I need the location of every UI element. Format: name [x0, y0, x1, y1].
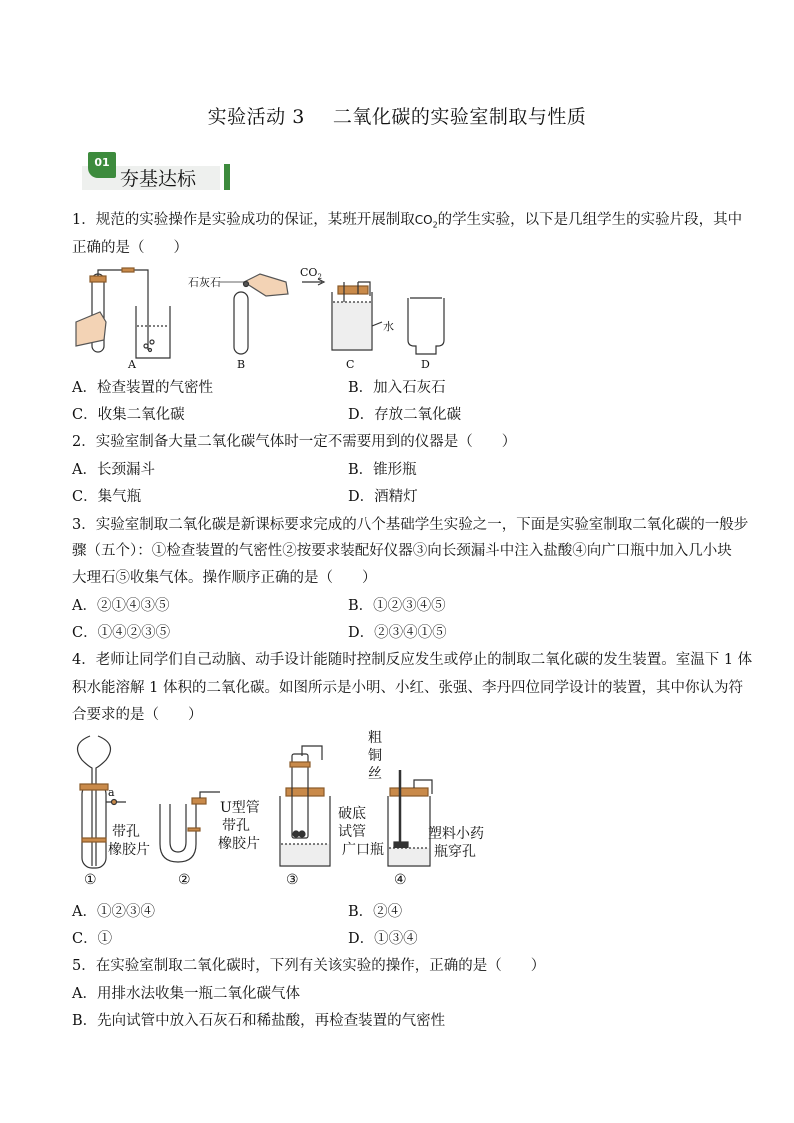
q3-stem-line2: 骤（五个）：①检查装置的气密性②按要求装配好仪器③向长颈漏斗中注入盐酸④向广口瓶中加入几小块 — [72, 543, 732, 559]
section-label: 夯基达标 — [120, 168, 197, 190]
fig4-label-4: ④ — [394, 872, 407, 888]
fig-a-hand — [76, 312, 106, 346]
q1-figure — [70, 262, 470, 372]
q4-figure — [70, 726, 484, 892]
q5-option-b[interactable]: B．先向试管中放入石灰石和稀盐酸，再检查装置的气密性 — [72, 1013, 446, 1029]
svg-text:丝: 丝 — [368, 766, 382, 782]
fig4-1-test-tube — [82, 784, 106, 868]
svg-text:橡胶片: 橡胶片 — [218, 836, 260, 852]
fig-b-stone — [244, 282, 249, 287]
q2-option-c[interactable]: C．集气瓶 — [72, 489, 142, 505]
q1-option-a[interactable]: A．检查装置的气密性 — [72, 380, 213, 396]
svg-text:瓶穿孔: 瓶穿孔 — [434, 844, 476, 860]
section-number-badge: 01 — [88, 152, 116, 178]
q1-stem-line2: 正确的是（ ） — [72, 240, 188, 256]
q4-option-c[interactable]: C．① — [72, 931, 113, 947]
fig4-2-u-tube — [160, 804, 196, 862]
q2-option-a[interactable]: A．长颈漏斗 — [72, 462, 155, 478]
svg-text:铜: 铜 — [368, 748, 382, 764]
fig-label-b: B — [237, 358, 246, 371]
svg-text:粗: 粗 — [368, 730, 382, 746]
fig-b-test-tube — [234, 292, 248, 354]
q4-option-d[interactable]: D．①③④ — [348, 931, 418, 947]
q2-option-b[interactable]: B．锥形瓶 — [348, 462, 417, 478]
fig-b-hand — [244, 274, 288, 296]
q1-stem-line1: 1．规范的实验操作是实验成功的保证，某班开展制取$CO_2$的学生实验，以下是几组学生的实验片段，其中 — [72, 212, 743, 230]
title-topic: 二氧化碳的实验室制取与性质 — [332, 106, 587, 128]
fig4-label-3: ③ — [286, 872, 299, 888]
q4-stem-line1: 4．老师让同学们自己动脑、动手设计能随时控制反应发生或停止的制取二氧化碳的发生装置。室温下 1 体 — [72, 652, 753, 668]
q4-stem-line2: 积水能溶解 1 体积的二氧化碳。如图所示是小明、小红、张强、李丹四位同学设计的装置，其中你认为符 — [72, 680, 743, 696]
q2-option-d[interactable]: D．酒精灯 — [348, 489, 418, 505]
q3-option-b[interactable]: B．①②③④⑤ — [348, 598, 446, 614]
page-title — [0, 102, 794, 129]
svg-text:带孔: 带孔 — [112, 824, 140, 840]
q1-option-c[interactable]: C．收集二氧化碳 — [72, 407, 185, 423]
q4-option-a[interactable]: A．①②③④ — [72, 904, 155, 920]
fig-label-co2: $CO_2$ — [300, 266, 322, 281]
svg-text:试管: 试管 — [338, 824, 366, 840]
svg-text:带孔: 带孔 — [222, 818, 250, 834]
fig-label-a: A — [128, 358, 136, 371]
q2-stem: 2．实验室制备大量二氧化碳气体时一定不需要用到的仪器是（ ） — [72, 434, 517, 450]
section-header — [82, 152, 230, 192]
q3-option-a[interactable]: A．②①④③⑤ — [72, 598, 170, 614]
q4-stem-line3: 合要求的是（ ） — [72, 707, 203, 723]
fig-label-d: D — [421, 358, 430, 371]
q1-option-d[interactable]: D．存放二氧化碳 — [348, 407, 462, 423]
fig4-label-a: a — [108, 786, 115, 799]
q1-option-b[interactable]: B．加入石灰石 — [348, 380, 446, 396]
svg-text:破底: 破底 — [338, 806, 366, 822]
svg-text:橡胶片: 橡胶片 — [108, 842, 150, 858]
q3-option-c[interactable]: C．①④②③⑤ — [72, 625, 171, 641]
fig-label-c: C — [346, 358, 355, 371]
q3-option-d[interactable]: D．②③④①⑤ — [348, 625, 447, 641]
title-activity: 实验活动 3 — [207, 106, 305, 128]
fig4-1-funnel — [78, 736, 93, 866]
fig4-label-2: ② — [178, 872, 191, 888]
q1-formula: $CO_2$ — [414, 213, 438, 230]
q3-stem-line1: 3．实验室制取二氧化碳是新课标要求完成的八个基础学生实验之一，下面是实验室制取二氧化碳的一般步 — [72, 517, 749, 533]
fig-label-water: 水 — [383, 320, 394, 333]
svg-text:U型管: U型管 — [220, 800, 260, 816]
q3-stem-line3: 大理石⑤收集气体。操作顺序正确的是（ ） — [72, 570, 377, 586]
svg-text:塑料小药: 塑料小药 — [428, 826, 484, 842]
fig4-label-1: ① — [84, 872, 97, 888]
fig-label-stone: 石灰石 — [188, 276, 221, 289]
q5-option-a[interactable]: A．用排水法收集一瓶二氧化碳气体 — [72, 986, 300, 1002]
fig-d-bottle — [408, 298, 444, 354]
q5-stem: 5．在实验室制取二氧化碳时，下列有关该实验的操作，正确的是（ ） — [72, 958, 546, 974]
q4-option-b[interactable]: B．②④ — [348, 904, 403, 920]
svg-text:广口瓶: 广口瓶 — [342, 842, 384, 858]
